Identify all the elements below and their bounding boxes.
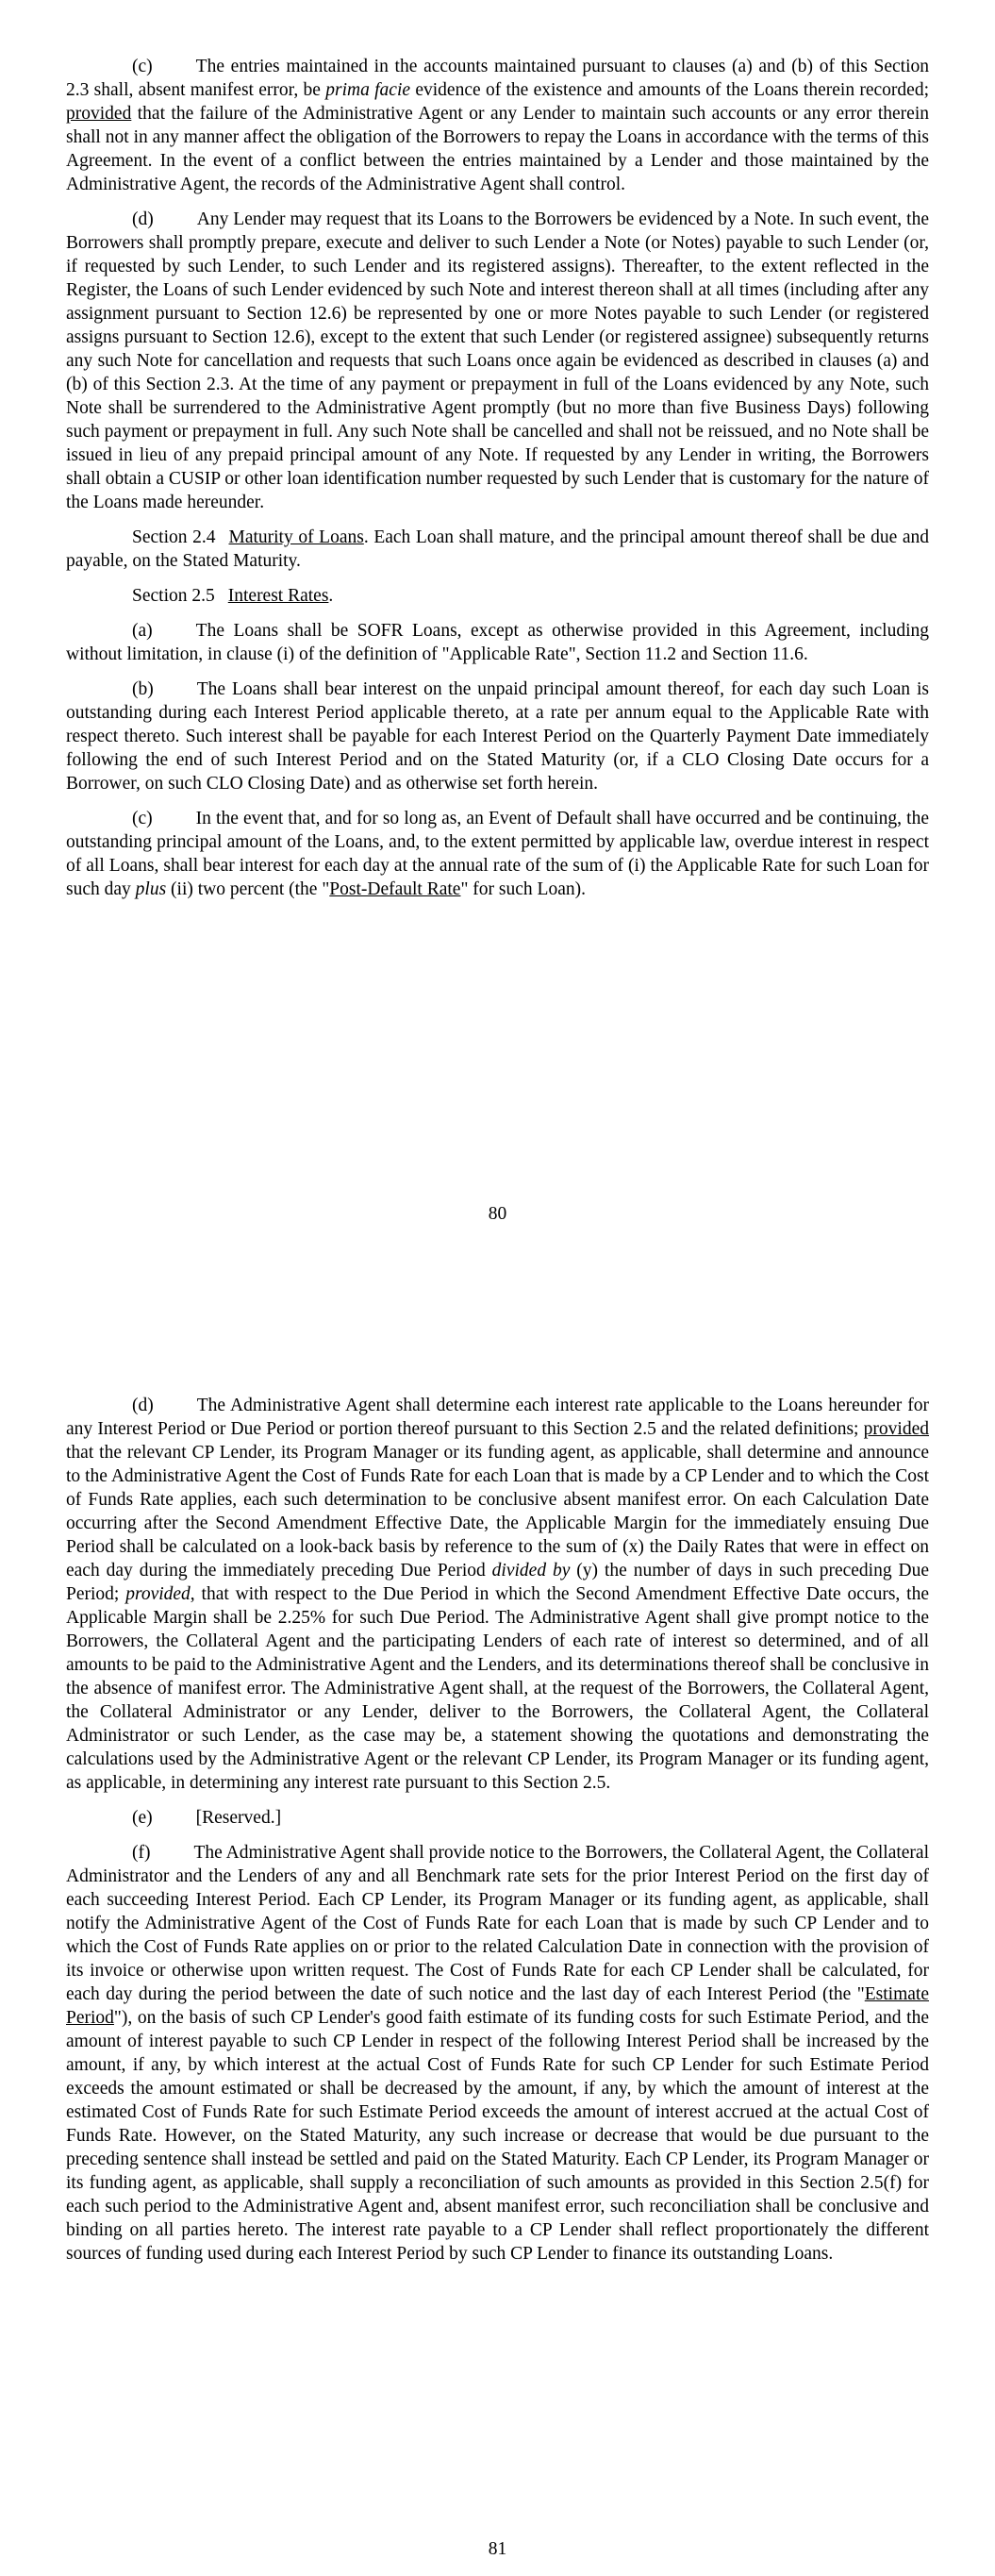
text-run: The entries maintained in the accounts maintained pursuant to clauses (a) and (b) of this Section 2.3 shall, absent manifest error, be — [66, 57, 929, 100]
text-run: The Loans shall be SOFR Loans, except as otherwise provided in this Agreement, including without limitation, in clause (i) of the definition of "Applicable Rate", Section 11.2 and Section 11.6. — [66, 621, 929, 664]
clause-label: (c) — [132, 809, 153, 828]
tab-spacer — [154, 224, 197, 225]
text-run-italic: divided by — [491, 1561, 571, 1581]
page-81 — [0, 1288, 995, 2576]
clause-2-3-d — [66, 208, 929, 514]
tab-spacer — [215, 542, 228, 543]
clause-2-3-c — [66, 55, 929, 196]
text-run: "), on the basis of such CP Lender's good faith estimate of its funding costs for such Estimate Period, and the amount of interest payable to such CP Lender in respect of the following Interest Period shall be increased by the amount, if any, by which interest at the actual Cost of Funds Rate for such CP Lender for such Estimate Period exceeds the amount estimated or shall be decreased by the amount, if any, by which the amount of interest at the estimated Cost of Funds Rate for such Estimate Period exceeds the amount of interest accrued at the actual Cost of Funds Rate. However, on the Stated Maturity, any such increase or decrease that would be due pursuant to the preceding sentence shall instead be settled and paid on the Stated Maturity. Each CP Lender, its Program Manager or its funding agent, as applicable, shall supply a reconciliation of such amounts as provided in this Section 2.5(f) for each such period to the Administrative Agent and, absent manifest error, such reconciliation shall be conclusive and binding on all parties hereto. The interest rate payable to a CP Lender shall reflect proportionately the different sources of funding used during each Interest Period by such CP Lender to finance its outstanding Loans. — [66, 2008, 929, 2264]
clause-label: (e) — [132, 1808, 153, 1828]
section-title-underline: Interest Rates — [227, 586, 329, 606]
text-run: . — [328, 586, 334, 606]
section-2-4 — [66, 526, 929, 573]
text-run: (y) the number of days in such preceding Due Period; — [66, 1561, 929, 1604]
text-run: evidence of the existence and amounts of the Loans therein recorded; — [410, 80, 929, 100]
clause-label: (a) — [132, 621, 153, 641]
clause-2-5-e — [66, 1806, 929, 1830]
text-run: The Loans shall bear interest on the unpaid principal amount thereof, for each day such Loan is outstanding during each Interest Period applicable thereto, at a rate per annum equal to the Applicable Rate with respect thereto. Such interest shall be payable for each Interest Period on the Quarterly Payment Date immediately following the end of such Interest Period and on the Stated Maturity (or, if a CLO Closing Date occurs for a Borrower, on such CLO Closing Date) and as otherwise set forth herein. — [66, 679, 929, 794]
clause-2-5-d — [66, 1394, 929, 1795]
text-run-underline: Estimate Period — [66, 1984, 929, 2028]
text-run-underline: provided — [66, 104, 132, 124]
tab-spacer — [153, 823, 196, 824]
section-title-underline: Maturity of Loans — [228, 527, 364, 547]
clause-label: (c) — [132, 57, 153, 76]
clause-label: (d) — [132, 1396, 154, 1415]
clause-label: (d) — [132, 209, 154, 229]
clause-label: (b) — [132, 679, 154, 699]
clause-2-5-f — [66, 1841, 929, 2266]
tab-spacer — [154, 1410, 197, 1411]
text-run-italic: plus — [135, 879, 167, 899]
clause-2-5-b — [66, 677, 929, 795]
tab-spacer — [150, 1857, 193, 1858]
clause-2-5-a — [66, 619, 929, 666]
section-2-5 — [66, 584, 929, 608]
text-run: Any Lender may request that its Loans to the Borrowers be evidenced by a Note. In such event, the Borrowers shall promptly prepare, execute and deliver to such Lender a Note (or Notes) payable to such Lender (or, if requested by such Lender, to such Lender and its registered assigns). Thereafter, to the extent reflected in the Register, the Loans of such Lender evidenced by such Note and interest thereon shall at all times (including after any assignment pursuant to Section 12.6) be represented by one or more Notes payable to such Lender (or registered assigns pursuant to Section 12.6), except to the extent that such Lender (or registered assignee) subsequently returns any such Note for cancellation and requests that such Loans once again be evidenced as described in clauses (a) and (b) of this Section 2.3. At the time of any payment or prepayment in full of the Loans evidenced by any Note, such Note shall be surrendered to the Administrative Agent promptly (but no more than five Business Days) following such payment or prepayment in full. Any such Note shall be cancelled and shall not be reissued, and no Note shall be issued in lieu of any prepaid principal amount of any Note. If requested by any Lender in writing, the Borrowers shall obtain a CUSIP or other loan identification number requested by such Lender that is customary for the nature of the Loans made hereunder. — [66, 209, 929, 512]
text-run: that the relevant CP Lender, its Program Manager or its funding agent, as applicable, shall determine and announce to the Administrative Agent the Cost of Funds Rate for each Loan that is made by a CP Lender and to which the Cost of Funds Rate applies, each such determination to be conclusive absent manifest error. On each Calculation Date occurring after the Second Amendment Effective Date, the Applicable Margin for the immediately ensuing Due Period shall be calculated on a look-back basis by reference to the sum of (x) the Daily Rates that were in effect on each day during the immediately preceding Due Period — [66, 1443, 929, 1581]
text-run: [Reserved.] — [195, 1808, 282, 1828]
page-number: 81 — [488, 2539, 507, 2559]
text-run-italic: prima facie — [325, 80, 411, 100]
section-label: Section 2.5 — [132, 586, 215, 606]
text-run: (ii) two percent (the " — [166, 879, 330, 899]
tab-spacer — [153, 635, 196, 636]
tab-spacer — [153, 1822, 196, 1823]
text-run-italic: provided — [125, 1584, 191, 1604]
page-number: 80 — [488, 1204, 507, 1224]
clause-2-5-c — [66, 807, 929, 901]
text-run: that the failure of the Administrative Agent or any Lender to maintain such accounts or any error therein shall not in any manner affect the obligation of the Borrowers to repay the Loans in accordance with the terms of this Agreement. In the event of a conflict between the entries maintained by a Lender and those maintained by the Administrative Agent, the records of the Administrative Agent shall control. — [66, 104, 929, 194]
section-label: Section 2.4 — [132, 527, 216, 547]
text-run-underline: Post-Default Rate — [329, 879, 461, 899]
text-run: " for such Loan). — [460, 879, 586, 899]
text-run: The Administrative Agent shall determine each interest rate applicable to the Loans hereunder for any Interest Period or Due Period or portion thereof pursuant to this Section 2.5 and the related definitions; — [66, 1396, 929, 1439]
tab-spacer — [153, 71, 196, 72]
clause-label: (f) — [132, 1843, 151, 1863]
text-run: The Administrative Agent shall provide notice to the Borrowers, the Collateral Agent, the Collateral Administrator and the Lenders of any and all Benchmark rate sets for the prior Interest Period on the first day of each succeeding Interest Period. Each CP Lender, its Program Manager or its funding agent, as applicable, shall notify the Administrative Agent of the Cost of Funds Rate for each Loan that is made by such CP Lender and to which the Cost of Funds Rate applies on or prior to the related Calculation Date in connection with the provision of its invoice or otherwise upon written request. The Cost of Funds Rate for each CP Lender shall be calculated, for each day during the period between the date of such notice and the last day of each Interest Period (the " — [66, 1843, 929, 2004]
text-run-underline: provided — [863, 1419, 929, 1439]
text-run: In the event that, and for so long as, an Event of Default shall have occurred and be continuing, the outstanding principal amount of the Loans, and, to the extent permitted by applicable law, overdue interest in respect of all Loans, shall bear interest for each day at the annual rate of the sum of (i) the Applicable Rate for such Loan for such day — [66, 809, 929, 899]
text-run: . Each Loan shall mature, and the principal amount thereof shall be due and payable, on the Stated Maturity. — [66, 527, 930, 571]
text-run: , that with respect to the Due Period in which the Second Amendment Effective Date occurs, the Applicable Margin shall be 2.25% for such Due Period. The Administrative Agent shall give prompt notice to the Borrowers, the Collateral Agent and the participating Lenders of each rate of interest so determined, and of all amounts to be paid to the Administrative Agent and the Lenders, and its determinations thereof shall be conclusive in the absence of manifest error. The Administrative Agent shall, at the request of the Borrowers, the Collateral Agent, the Collateral Administrator or any Lender, deliver to the Borrowers, the Collateral Agent, the Collateral Administrator or such Lender, as the case may be, a statement showing the quotations and demonstrating the calculations used by the Administrative Agent or the relevant CP Lender, its Program Manager or its funding agent, as applicable, in determining any interest rate pursuant to this Section 2.5. — [66, 1584, 929, 1793]
tab-spacer — [215, 600, 228, 601]
